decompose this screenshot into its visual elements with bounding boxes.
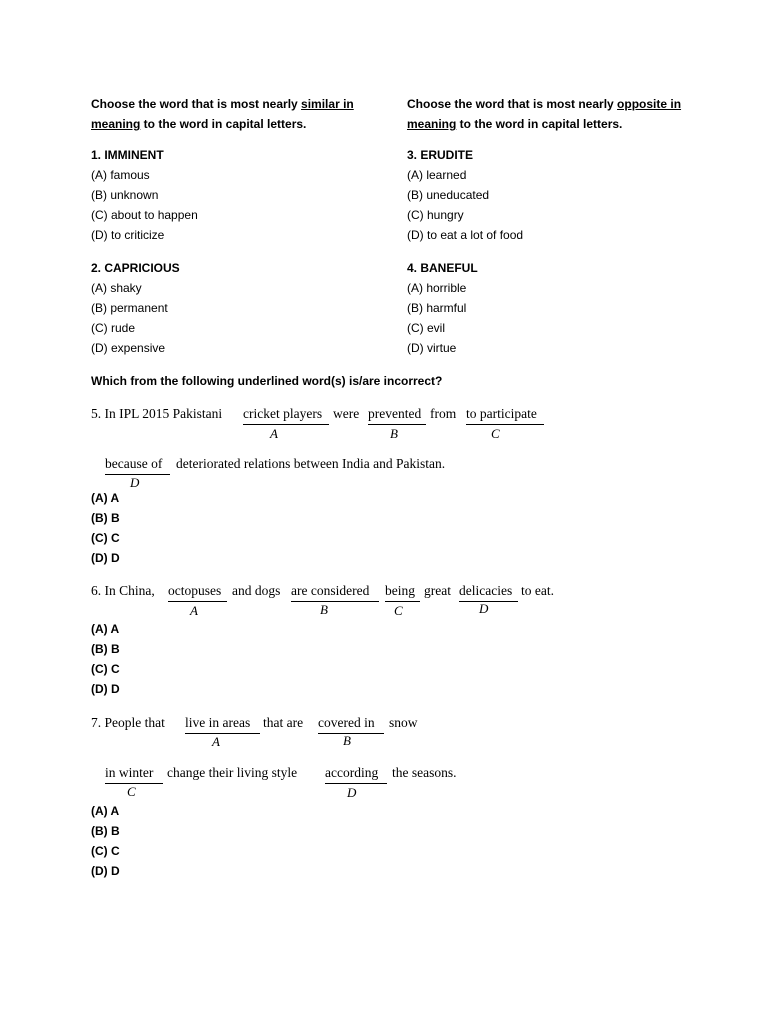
instruction-text: to the word in capital letters. [140, 117, 307, 131]
underlined-segment-a: live in areas [185, 715, 251, 730]
answer-option: (C) C [91, 531, 120, 545]
underline-c [466, 424, 544, 425]
underlined-segment-c: in winter [105, 765, 154, 780]
option: (B) permanent [91, 301, 168, 315]
option: (A) learned [407, 168, 467, 182]
answer-option: (A) A [91, 622, 120, 636]
sentence-text: the seasons. [392, 765, 457, 780]
underline-a [185, 733, 260, 734]
answer-option: (A) A [91, 804, 120, 818]
segment-label: D [479, 601, 489, 616]
answer-option: (C) C [91, 662, 120, 676]
option: (A) famous [91, 168, 150, 182]
underline-b [368, 424, 426, 425]
instruction-similar [91, 94, 381, 134]
sentence-text: deteriorated relations between India and Pakistan. [176, 456, 446, 471]
sentence-text: that are [263, 715, 304, 730]
instruction-text: Choose the word that is most nearly [407, 97, 618, 111]
underlined-segment-d: because of [105, 456, 163, 471]
segment-label: A [212, 734, 220, 749]
sentence-text: great [424, 583, 451, 598]
question-title: 4. BANEFUL [407, 261, 478, 275]
underline-a [243, 424, 329, 425]
sentence-text: from [430, 406, 457, 421]
instruction-text: to the word in capital letters. [456, 117, 623, 131]
answer-option: (D) D [91, 551, 120, 565]
segment-label: A [190, 603, 198, 618]
sentence-text: change their living style [167, 765, 298, 780]
underline-d [459, 601, 518, 602]
underlined-segment-d: delicacies [459, 583, 513, 598]
underlined-segment-c: to participate [466, 406, 537, 421]
answer-option: (D) D [91, 864, 120, 878]
answer-option: (D) D [91, 682, 120, 696]
answer-option: (B) B [91, 642, 120, 656]
option: (D) virtue [407, 341, 457, 355]
question-title: 3. ERUDITE [407, 148, 474, 162]
option: (C) hungry [407, 208, 464, 222]
underlined-segment-c: being [385, 583, 415, 598]
instruction-emphasis: similar in meaning [91, 97, 354, 131]
answer-option: (B) B [91, 824, 120, 838]
option: (C) about to happen [91, 208, 198, 222]
option: (D) expensive [91, 341, 166, 355]
sentence-text: to eat. [521, 583, 554, 598]
underlined-segment-d: according [325, 765, 379, 780]
sentence-text: were [333, 406, 360, 421]
segment-label: B [320, 602, 328, 617]
underlined-segment-b: covered in [318, 715, 375, 730]
instruction-emphasis: opposite in meaning [407, 97, 682, 131]
underline-d [325, 783, 387, 784]
segment-label: D [130, 475, 140, 490]
option: (B) harmful [407, 301, 467, 315]
underlined-segment-b: prevented [368, 406, 422, 421]
section-heading: Which from the following underlined word(s) is/are incorrect? [91, 374, 443, 388]
segment-label: B [343, 733, 351, 748]
segment-label: C [127, 784, 136, 799]
segment-label: C [491, 426, 500, 441]
underline-a [168, 601, 227, 602]
underlined-segment-a: octopuses [168, 583, 222, 598]
segment-label: A [270, 426, 278, 441]
sentence-text: snow [389, 715, 418, 730]
option: (B) uneducated [407, 188, 490, 202]
segment-label: B [390, 426, 398, 441]
sentence-text: 5. In IPL 2015 Pakistani [91, 406, 223, 421]
instruction-text: Choose the word that is most nearly [91, 97, 302, 111]
sentence-text: and dogs [232, 583, 281, 598]
option: (A) shaky [91, 281, 142, 295]
underline-b [318, 733, 384, 734]
segment-label: D [347, 785, 357, 800]
question-title: 1. IMMINENT [91, 148, 164, 162]
option: (C) evil [407, 321, 445, 335]
sentence-text: 7. People that [91, 715, 165, 730]
option: (A) horrible [407, 281, 467, 295]
segment-label: C [394, 603, 403, 618]
underline-b [291, 601, 379, 602]
answer-option: (A) A [91, 491, 120, 505]
answer-option: (C) C [91, 844, 120, 858]
underlined-segment-b: are considered [291, 583, 370, 598]
option: (B) unknown [91, 188, 159, 202]
underlined-segment-a: cricket players [243, 406, 323, 421]
instruction-opposite [407, 94, 697, 134]
option: (D) to criticize [91, 228, 165, 242]
question-title: 2. CAPRICIOUS [91, 261, 180, 275]
option: (C) rude [91, 321, 136, 335]
sentence-text: 6. In China, [91, 583, 155, 598]
underline-c [385, 601, 420, 602]
answer-option: (B) B [91, 511, 120, 525]
option: (D) to eat a lot of food [407, 228, 524, 242]
